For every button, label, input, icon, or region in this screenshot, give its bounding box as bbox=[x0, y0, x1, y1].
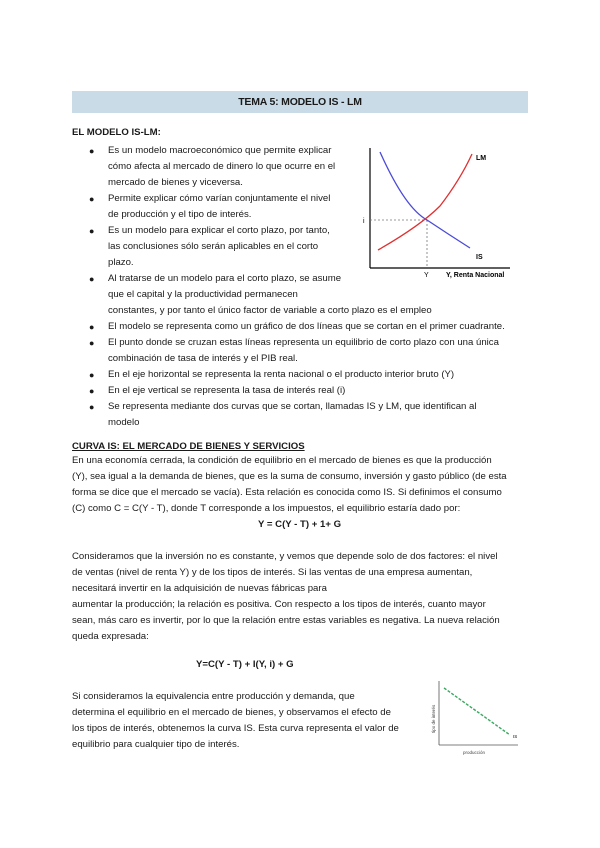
bullet-text-line: Permite explicar cómo varían conjuntamente el nivel bbox=[108, 193, 331, 204]
fig2-is-label: IS bbox=[513, 734, 518, 739]
paragraph-line: necesitará invertir en la adquisición de nuevas fábricas para bbox=[72, 583, 327, 594]
bullet-text-line: mercado de bienes y viceversa. bbox=[108, 177, 243, 188]
bullet-marker: ● bbox=[89, 338, 95, 348]
page-title: TEMA 5: MODELO IS - LM bbox=[238, 96, 362, 108]
is-label: IS bbox=[476, 254, 483, 261]
bullet-text-line: En el eje vertical se representa la tasa de interés real (i) bbox=[108, 385, 346, 396]
paragraph-line: sean, más caro es invertir, por lo que la relación entre estas variables es negativa. La nueva relación bbox=[72, 615, 500, 626]
bullet-text-line: combinación de tasa de interés y el PIB real. bbox=[108, 353, 298, 364]
is-curve bbox=[380, 152, 470, 248]
bullet-text-line: Es un modelo para explicar el corto plazo, por tanto, bbox=[108, 225, 330, 236]
bullet-text-line: Se representa mediante dos curvas que se cortan, llamadas IS y LM, que identifican al bbox=[108, 401, 477, 412]
equation-1: Y = C(Y - T) + 1+ G bbox=[258, 519, 342, 530]
bullet-text-line: que el capital y la productividad permanecen bbox=[108, 289, 298, 300]
y-label: Y bbox=[424, 272, 429, 279]
bullet-text-line: modelo bbox=[108, 417, 140, 428]
bullet-marker: ● bbox=[89, 226, 95, 236]
is-line bbox=[444, 688, 510, 735]
paragraph-line: (Y), sea igual a la demanda de bienes, que es la suma de consumo, inversión y gasto público (de esta bbox=[72, 471, 507, 482]
title-bar bbox=[72, 91, 528, 113]
is-curve-figure bbox=[428, 675, 528, 760]
i-label: i bbox=[363, 218, 365, 225]
bullet-text-line: plazo. bbox=[108, 257, 134, 268]
equation-2: Y=C(Y - T) + I(Y, i) + G bbox=[196, 659, 294, 670]
bullet-text-line: constantes, y por tanto el único factor de variable a corto plazo es el empleo bbox=[108, 305, 432, 316]
bullet-text-line: El punto donde se cruzan estas líneas representa un equilibrio de corto plazo con una única bbox=[108, 337, 499, 348]
bullet-marker: ● bbox=[89, 386, 95, 396]
is-lm-figure bbox=[360, 140, 530, 280]
bullet-marker: ● bbox=[89, 370, 95, 380]
bullet-text-line: En el eje horizontal se representa la renta nacional o el producto interior bruto (Y) bbox=[108, 369, 455, 380]
bullet-text-line: cómo afecta al mercado de dinero lo que ocurre en el bbox=[108, 161, 336, 172]
paragraph-line: determina el equilibrio en el mercado de bienes, y observamos el efecto de bbox=[72, 707, 391, 718]
fig2-x-axis-label: producción bbox=[463, 750, 486, 755]
paragraph-line: Si consideramos la equivalencia entre producción y demanda, que bbox=[72, 691, 355, 702]
bullet-marker: ● bbox=[89, 194, 95, 204]
lm-curve bbox=[378, 154, 472, 250]
section2-heading: CURVA IS: EL MERCADO DE BIENES Y SERVICIOS bbox=[72, 441, 305, 452]
paragraph-line: En una economía cerrada, la condición de equilibrio en el mercado de bienes es que la producción bbox=[72, 455, 492, 466]
paragraph-line: (C) como C = C(Y - T), donde T corresponde a los impuestos, el equilibrio estaría dado por: bbox=[72, 503, 461, 514]
bullet-marker: ● bbox=[89, 274, 95, 284]
bullet-marker: ● bbox=[89, 322, 95, 332]
bullet-text-line: Al tratarse de un modelo para el corto plazo, se asume bbox=[108, 273, 342, 284]
paragraph-line: de ventas (nivel de renta Y) y de los tipos de interés. Si las ventas de una empresa aumentan, bbox=[72, 567, 473, 578]
paragraph-line: queda expresada: bbox=[72, 631, 149, 642]
bullet-marker: ● bbox=[89, 402, 95, 412]
fig2-y-axis-label: tipo de interés bbox=[431, 704, 436, 733]
bullet-text-line: de producción y el tipo de interés. bbox=[108, 209, 252, 220]
bullet-text-line: las conclusiones sólo serán aplicables en el corto bbox=[108, 241, 319, 252]
paragraph-line: equilibrio para cualquier tipo de interés. bbox=[72, 739, 240, 750]
section1-heading: EL MODELO IS-LM: bbox=[72, 127, 161, 138]
paragraph-line: forma se dice que el mercado se vacía). Esta relación es conocida como IS. Si definimos el consumo bbox=[72, 487, 502, 498]
x-axis-label: Y, Renta Nacional bbox=[446, 272, 505, 279]
paragraph-line: Consideramos que la inversión no es constante, y vemos que depende solo de dos factores: el nivel bbox=[72, 551, 498, 562]
bullet-marker: ● bbox=[89, 146, 95, 156]
bullet-text-line: Es un modelo macroeconómico que permite explicar bbox=[108, 145, 332, 156]
bullet-text-line: El modelo se representa como un gráfico de dos líneas que se cortan en el primer cuadrante. bbox=[108, 321, 505, 332]
paragraph-line: los tipos de interés, obtenemos la curva IS. Esta curva representa el valor de bbox=[72, 723, 399, 734]
lm-label: LM bbox=[476, 155, 487, 162]
paragraph-line: aumentar la producción; la relación es positiva. Con respecto a los tipos de interés, cuanto mayor bbox=[72, 599, 486, 610]
